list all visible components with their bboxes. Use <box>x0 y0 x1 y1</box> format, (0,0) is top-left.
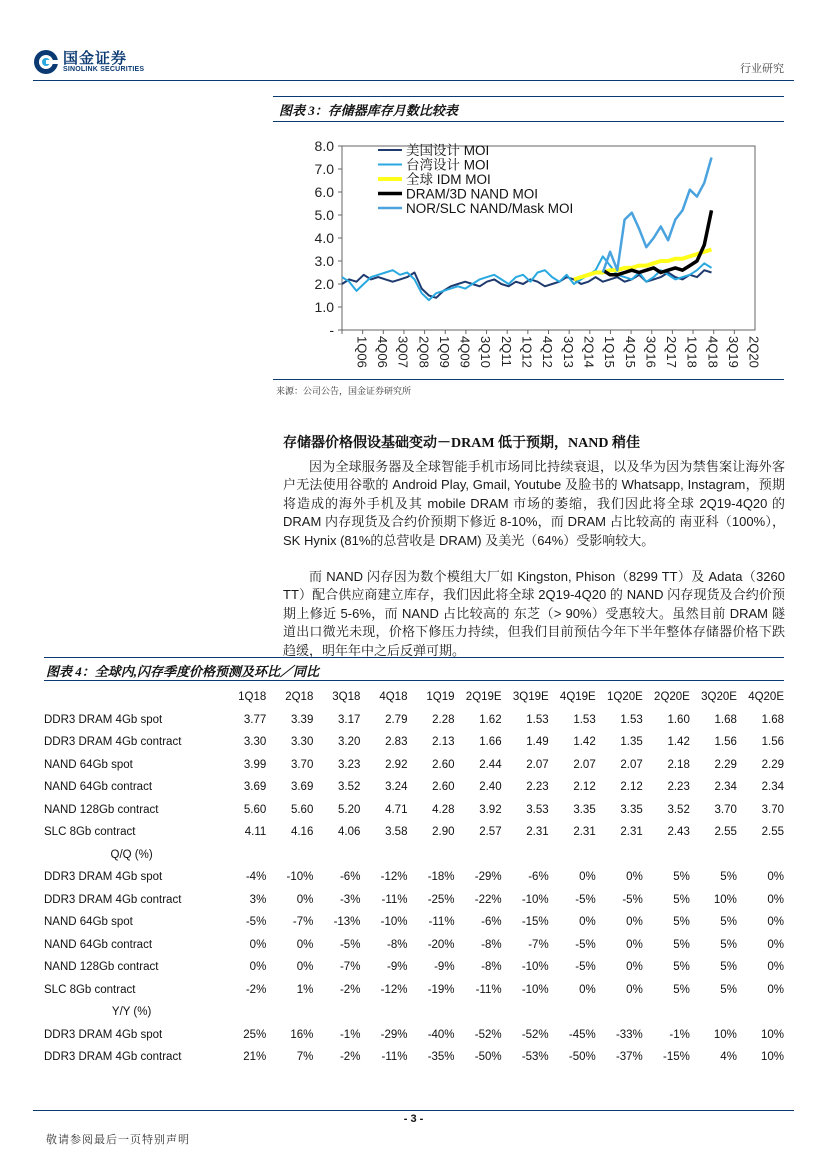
table-cell: 5% <box>673 938 690 951</box>
table-cell: 0% <box>626 871 643 884</box>
table-cell: 7% <box>296 1051 314 1064</box>
table-cell: 2.34 <box>714 781 737 794</box>
table-section-row <box>44 1001 784 1024</box>
table-cell: 0% <box>579 983 596 996</box>
table-column-header: 4Q19E <box>559 691 596 704</box>
chart-y-axis <box>315 138 342 338</box>
table-cell: -7% <box>339 961 361 974</box>
table-cell: -5% <box>575 893 596 906</box>
table-cell: 0% <box>767 983 784 996</box>
table-cell: -7% <box>528 938 549 951</box>
table-cell: 5% <box>673 871 690 884</box>
x-tick-label: 3Q19 <box>726 336 742 368</box>
table-cell: 0% <box>767 961 784 974</box>
table-cell: 1.49 <box>526 736 549 749</box>
table-row-label: NAND 64Gb contract <box>44 781 153 794</box>
table-cell: -10% <box>521 893 549 906</box>
table-row <box>44 934 784 957</box>
table-cell: 16% <box>290 1028 314 1041</box>
figure3-source: 来源：公司公告，国金证券研究所 <box>276 386 412 396</box>
legend-label: 美国设计 MOI <box>406 143 490 158</box>
table-cell: 2.29 <box>714 758 737 771</box>
table-cell: -20% <box>427 938 455 951</box>
x-tick-label: 4Q12 <box>540 336 556 368</box>
table-cell: 5% <box>720 916 737 929</box>
table-cell: 1.68 <box>761 713 784 726</box>
y-tick-label: 5.0 <box>314 207 334 223</box>
table-row-label: DDR3 DRAM 4Gb spot <box>44 871 163 884</box>
table-cell: 4.28 <box>432 803 455 816</box>
table-cell: 0% <box>626 961 643 974</box>
table-cell: 2.31 <box>620 826 643 839</box>
x-tick-label: 1Q09 <box>436 336 452 368</box>
table-cell: -1% <box>669 1028 690 1041</box>
table-cell: 0% <box>296 938 314 951</box>
table-column-header: 2Q20E <box>654 691 690 704</box>
table-cell: 3.70 <box>290 758 314 771</box>
table-column-header: 3Q19E <box>512 691 549 704</box>
footer-divider <box>33 1110 794 1111</box>
table-cell: 5% <box>720 871 737 884</box>
brand-name-en: SINOLINK SECURITIES <box>63 66 145 73</box>
table-cell: 0% <box>767 938 784 951</box>
table-cell: -33% <box>615 1028 643 1041</box>
table-cell: 2.57 <box>479 826 502 839</box>
table-cell: 2.90 <box>432 826 455 839</box>
figure3-title-rule <box>273 121 784 122</box>
table-cell: -18% <box>427 871 455 884</box>
table-row-label: DDR3 DRAM 4Gb spot <box>44 713 163 726</box>
table-cell: 10% <box>713 893 737 906</box>
table-cell: -12% <box>380 871 408 884</box>
table-cell: 0% <box>626 983 643 996</box>
table-cell: 2.34 <box>761 781 784 794</box>
table-cell: 10% <box>760 1028 784 1041</box>
table-row-label: NAND 128Gb contract <box>44 961 159 974</box>
table-cell: 2.18 <box>667 758 690 771</box>
y-tick-label: 3.0 <box>314 253 334 269</box>
table-cell: 3.58 <box>385 826 408 839</box>
table-cell: -5% <box>245 916 267 929</box>
paragraph-dram-text: 因为全球服务器及全球智能手机市场同比持续衰退，以及华为因为禁售案让海外客户无法使用谷歌的 Android Play, Gmail, Youtube 及脸书的 Whatsapp, Instagram，预期将造成的海外手机及其 mobile DRAM 市场的萎缩，我们因此将全球 2Q19-4Q20 的 DRAM 内存现货及合约价预期下修近 8-10%，而 DRAM 占比较高的 南亚科（100%），SK Hynix (81%的总营收是 DRAM) 及美光（64%）受影响较大。 <box>283 459 785 548</box>
disclaimer-note: 敬请参阅最后一页特别声明 <box>46 1134 190 1146</box>
table-cell: 2.83 <box>385 736 408 749</box>
table-cell: 25% <box>243 1028 267 1041</box>
x-tick-label: 4Q18 <box>705 336 721 368</box>
table-cell: 0% <box>579 916 596 929</box>
table-cell: 1.62 <box>479 713 502 726</box>
table-cell: 5% <box>720 983 737 996</box>
figure4-top-rule <box>44 657 784 658</box>
table-cell: 1.42 <box>667 736 690 749</box>
table-cell: 2.28 <box>432 713 455 726</box>
y-tick-label: 1.0 <box>314 299 334 315</box>
legend-label: 台湾设计 MOI <box>406 157 490 173</box>
table-row <box>44 1024 784 1047</box>
table-cell: -12% <box>380 983 408 996</box>
table-cell: 4.06 <box>338 826 361 839</box>
table-cell: 2.07 <box>573 758 596 771</box>
table-column-header: 1Q19 <box>426 691 455 704</box>
table-cell: 1.68 <box>714 713 737 726</box>
table-cell: 1.35 <box>620 736 643 749</box>
table-cell: 3.70 <box>761 803 784 816</box>
table-cell: -50% <box>474 1051 502 1064</box>
table-cell: -2% <box>339 1051 361 1064</box>
figure3-source-rule <box>273 379 784 380</box>
table-cell: -13% <box>333 916 361 929</box>
chart-plot-area <box>342 146 755 330</box>
table-cell: -2% <box>339 983 361 996</box>
table-cell: 1.66 <box>479 736 502 749</box>
table-cell: 4% <box>720 1051 737 1064</box>
table-cell: -8% <box>481 938 502 951</box>
x-tick-label: 4Q06 <box>374 336 390 368</box>
table-row <box>44 1046 784 1069</box>
table-cell: 10% <box>713 1028 737 1041</box>
table-cell: 2.60 <box>432 781 455 794</box>
table-row <box>44 731 784 754</box>
table-cell: -10% <box>521 983 549 996</box>
table-cell: 0% <box>767 893 784 906</box>
table-cell: 2.60 <box>432 758 455 771</box>
table-column-header: 3Q20E <box>701 691 737 704</box>
table-cell: 3.30 <box>243 736 267 749</box>
x-tick-label: 2Q17 <box>664 336 680 368</box>
table-cell: 5% <box>673 916 690 929</box>
table-cell: -45% <box>568 1028 596 1041</box>
table-cell: -10% <box>286 871 314 884</box>
table-cell: -22% <box>474 893 502 906</box>
x-tick-label: 1Q18 <box>684 336 700 368</box>
table-cell: -37% <box>615 1051 643 1064</box>
table-cell: 2.40 <box>479 781 502 794</box>
table-section-label: Q/Q (%) <box>110 848 153 861</box>
y-tick-label: 7.0 <box>314 161 334 177</box>
table-row-label: DDR3 DRAM 4Gb contract <box>44 893 182 906</box>
figure4-title-rule <box>44 680 784 681</box>
x-tick-label: 2Q20 <box>746 336 762 368</box>
table-cell: 2.23 <box>526 781 549 794</box>
x-tick-label: 2Q14 <box>581 336 597 368</box>
x-tick-label: 2Q11 <box>498 336 514 367</box>
table-cell: -52% <box>474 1028 502 1041</box>
table-cell: -10% <box>521 961 549 974</box>
table-cell: 5.20 <box>338 803 361 816</box>
table-cell: 1.53 <box>620 713 643 726</box>
table-cell: 5% <box>673 961 690 974</box>
table-cell: -5% <box>339 938 361 951</box>
table-cell: -5% <box>575 938 596 951</box>
table-cell: -8% <box>387 938 408 951</box>
table-row <box>44 776 784 799</box>
table-cell: 1.56 <box>761 736 784 749</box>
table-cell: 3.35 <box>573 803 596 816</box>
table-cell: 2.12 <box>573 781 596 794</box>
figure4-title: 图表 4：全球内,闪存季度价格预测及环比／同比 <box>46 664 320 679</box>
table-cell: -4% <box>245 871 267 884</box>
table-cell: 2.07 <box>526 758 549 771</box>
table-section-row <box>44 844 784 867</box>
y-tick-label: 4.0 <box>314 230 334 246</box>
chart-legend <box>378 142 573 216</box>
table-row-label: DDR3 DRAM 4Gb contract <box>44 1051 182 1064</box>
table-cell: 0% <box>626 938 643 951</box>
table-row-label: NAND 64Gb spot <box>44 758 133 771</box>
table-cell: 2.92 <box>385 758 408 771</box>
table-cell: 3.69 <box>243 781 267 794</box>
table-cell: -19% <box>427 983 455 996</box>
table-cell: 3.77 <box>243 713 267 726</box>
table-column-header: 1Q18 <box>238 691 267 704</box>
table-cell: 2.31 <box>526 826 549 839</box>
table-cell: 2.79 <box>385 713 408 726</box>
table-cell: -9% <box>434 961 455 974</box>
table-row-label: NAND 64Gb contract <box>44 938 153 951</box>
table-cell: 4.11 <box>244 826 267 839</box>
table-column-header: 2Q19E <box>465 691 502 704</box>
table-cell: -11% <box>381 1051 408 1064</box>
y-tick-label: - <box>329 322 334 338</box>
table-cell: 2.43 <box>667 826 690 839</box>
table-cell: 0% <box>249 961 267 974</box>
table-row <box>44 956 784 979</box>
table-cell: 4.71 <box>385 803 408 816</box>
table-cell: 2.55 <box>714 826 737 839</box>
table-row <box>44 799 784 822</box>
table-row <box>44 754 784 777</box>
table-cell: -15% <box>663 1051 690 1064</box>
table-cell: -29% <box>474 871 502 884</box>
table-cell: 0% <box>296 893 314 906</box>
table-cell: 3.92 <box>479 803 502 816</box>
header-divider <box>33 80 794 81</box>
table-column-header: 3Q18 <box>332 691 361 704</box>
table-cell: 5% <box>673 893 690 906</box>
table-cell: 10% <box>760 1051 784 1064</box>
table-cell: 1.56 <box>714 736 737 749</box>
table-cell: -40% <box>427 1028 455 1041</box>
x-tick-label: 3Q13 <box>560 336 576 368</box>
table-cell: -2% <box>245 983 267 996</box>
table-cell: -5% <box>622 893 643 906</box>
table-cell: 2.55 <box>761 826 784 839</box>
table-cell: 3% <box>249 893 267 906</box>
table-column-header: 1Q20E <box>606 691 643 704</box>
table-cell: 0% <box>579 871 596 884</box>
table-section-label: Y/Y (%) <box>111 1006 152 1019</box>
table-cell: 1.53 <box>526 713 549 726</box>
x-tick-label: 4Q09 <box>457 336 473 368</box>
table-cell: -9% <box>387 961 408 974</box>
legend-label: NOR/SLC NAND/Mask MOI <box>406 201 574 216</box>
table-cell: 0% <box>626 916 643 929</box>
x-tick-label: 1Q15 <box>602 336 618 368</box>
figure3-top-rule <box>273 96 784 97</box>
table-cell: -6% <box>528 871 549 884</box>
y-tick-label: 6.0 <box>314 184 334 200</box>
table-cell: -35% <box>427 1051 455 1064</box>
inventory-moi-chart <box>300 130 770 380</box>
table-cell: 3.99 <box>243 758 267 771</box>
legend-label: DRAM/3D NAND MOI <box>406 186 539 202</box>
table-column-header: 4Q20E <box>748 691 784 704</box>
x-tick-label: 3Q07 <box>395 336 411 368</box>
table-cell: 3.69 <box>290 781 314 794</box>
table-row-label: NAND 128Gb contract <box>44 803 159 816</box>
table-cell: -11% <box>381 893 408 906</box>
table-cell: -1% <box>339 1028 361 1041</box>
table-cell: 2.23 <box>667 781 690 794</box>
table-cell: 3.30 <box>290 736 314 749</box>
table-row-label: DDR3 DRAM 4Gb spot <box>44 1028 163 1041</box>
table-row-label: DDR3 DRAM 4Gb contract <box>44 736 182 749</box>
table-cell: 5% <box>720 961 737 974</box>
table-cell: -8% <box>481 961 502 974</box>
table-cell: -53% <box>521 1051 549 1064</box>
table-cell: 5.60 <box>243 803 267 816</box>
table-cell: -7% <box>292 916 314 929</box>
paragraph-dram <box>283 458 785 550</box>
table-column-header: 4Q18 <box>379 691 408 704</box>
table-cell: 5% <box>673 983 690 996</box>
section-heading: 存储器价格假设基础变动－DRAM 低于预期，NAND 稍佳 <box>283 436 640 451</box>
table-cell: -11% <box>475 983 502 996</box>
table-cell: 5.60 <box>290 803 314 816</box>
plot-frame <box>342 146 755 330</box>
table-row <box>44 866 784 889</box>
x-tick-label: 2Q08 <box>416 336 432 368</box>
table-cell: 3.39 <box>290 713 314 726</box>
table-cell: 2.13 <box>432 736 455 749</box>
table-cell: 2.07 <box>620 758 643 771</box>
brand-name-cn: 国金证券 <box>63 50 128 67</box>
legend-label: 全球 IDM MOI <box>406 172 491 187</box>
x-tick-label: 1Q06 <box>354 336 370 368</box>
table-cell: 3.70 <box>714 803 737 816</box>
table-cell: -15% <box>521 916 549 929</box>
table-cell: 1.53 <box>573 713 596 726</box>
page-number: - 3 - <box>403 1113 424 1125</box>
table-cell: -5% <box>575 961 596 974</box>
table-cell: -29% <box>380 1028 408 1041</box>
table-row <box>44 911 784 934</box>
table-cell: -10% <box>380 916 408 929</box>
report-type: 行业研究 <box>740 63 784 75</box>
table-row <box>44 709 784 732</box>
table-cell: 2.12 <box>620 781 643 794</box>
y-tick-label: 8.0 <box>314 138 334 154</box>
table-cell: 1.60 <box>667 713 690 726</box>
table-cell: -25% <box>427 893 455 906</box>
table-cell: 1% <box>296 983 314 996</box>
table-cell: 2.31 <box>573 826 596 839</box>
x-tick-label: 4Q15 <box>622 336 638 368</box>
table-row <box>44 979 784 1002</box>
table-header-blank <box>44 686 219 709</box>
paragraph-nand <box>283 568 785 660</box>
price-forecast-table <box>44 686 784 1069</box>
x-tick-label: 3Q16 <box>643 336 659 368</box>
table-cell: -6% <box>481 916 502 929</box>
table-cell: 1.42 <box>573 736 596 749</box>
table-cell: 3.23 <box>338 758 361 771</box>
table-column-header: 2Q18 <box>285 691 314 704</box>
table-cell: 21% <box>243 1051 267 1064</box>
table-cell: 0% <box>249 938 267 951</box>
y-tick-label: 2.0 <box>314 276 334 292</box>
table-cell: 3.17 <box>338 713 361 726</box>
x-tick-label: 1Q12 <box>519 336 535 368</box>
x-tick-label: 3Q10 <box>478 336 494 368</box>
chart-x-axis <box>342 330 762 368</box>
table-cell: 3.52 <box>338 781 361 794</box>
table-cell: 3.53 <box>526 803 549 816</box>
table-row <box>44 821 784 844</box>
table-header-row <box>44 686 784 709</box>
table-cell: -52% <box>521 1028 549 1041</box>
table-cell: 3.24 <box>385 781 408 794</box>
table-cell: 0% <box>296 961 314 974</box>
table-cell: 5% <box>720 938 737 951</box>
table-cell: 2.29 <box>761 758 784 771</box>
table-cell: -6% <box>339 871 361 884</box>
table-cell: 4.16 <box>290 826 314 839</box>
table-cell: 0% <box>767 871 784 884</box>
table-cell: -50% <box>568 1051 596 1064</box>
table-cell: 0% <box>767 916 784 929</box>
table-row <box>44 889 784 912</box>
table-cell: -3% <box>339 893 361 906</box>
figure3-title: 图表 3：存储器库存月数比较表 <box>279 103 458 118</box>
table-cell: -11% <box>428 916 455 929</box>
table-cell: 3.35 <box>620 803 643 816</box>
paragraph-nand-text: 而 NAND 闪存因为数个模组大厂如 Kingston, Phison（8299 TT）及 Adata（3260 TT）配合供应商建立库存，我们因此将全球 2Q19-4Q20 的 NAND 闪存现货及合约价预期上修近 5-6%，而 NAND 占比较高的 东芝（> 90%）受惠较大。虽然目前 DRAM 隧道出口微光未现，价格下修压力持续，但我们目前预估今年下半年整体存储器价格下跌趋缓，明年年中之后反弹可期。 <box>283 569 785 658</box>
table-cell: 3.52 <box>667 803 690 816</box>
logo-icon <box>33 49 59 75</box>
table-cell: 2.44 <box>479 758 502 771</box>
table-row-label: SLC 8Gb contract <box>44 826 136 839</box>
table-row-label: SLC 8Gb contract <box>44 983 136 996</box>
table-row-label: NAND 64Gb spot <box>44 916 133 929</box>
table-cell: 3.20 <box>338 736 361 749</box>
